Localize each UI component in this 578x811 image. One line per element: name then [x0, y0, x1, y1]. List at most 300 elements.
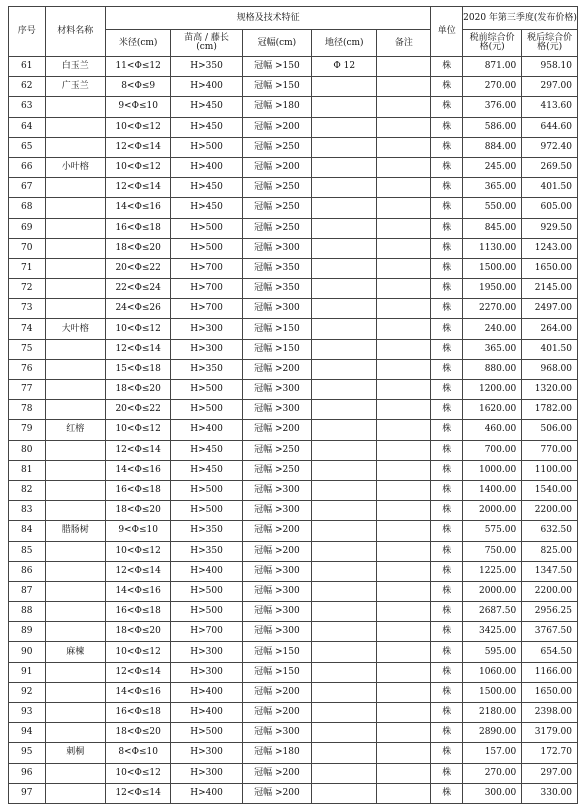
cell-aftertax-price: 1782.00	[522, 400, 578, 420]
cell-ground-diameter	[312, 682, 377, 702]
cell-unit: 株	[431, 521, 463, 541]
cell-seq: 72	[9, 279, 46, 299]
cell-seq: 94	[9, 723, 46, 743]
cell-remark	[377, 460, 431, 480]
header-rice-diameter: 米径(cm)	[105, 30, 170, 57]
cell-pretax-price: 2180.00	[463, 703, 522, 723]
cell-seq: 88	[9, 602, 46, 622]
cell-height: H>500	[171, 581, 242, 601]
cell-rice-diameter: 10<Φ≤12	[105, 541, 170, 561]
cell-remark	[377, 440, 431, 460]
cell-remark	[377, 299, 431, 319]
cell-material-name	[45, 581, 105, 601]
cell-ground-diameter	[312, 97, 377, 117]
cell-height: H>700	[171, 622, 242, 642]
cell-material-name: 刺桐	[45, 743, 105, 763]
cell-rice-diameter: 12<Φ≤14	[105, 440, 170, 460]
cell-material-name	[45, 501, 105, 521]
cell-remark	[377, 400, 431, 420]
cell-aftertax-price: 2398.00	[522, 703, 578, 723]
cell-material-name: 广玉兰	[45, 77, 105, 97]
cell-crown: 冠幅 >150	[242, 77, 311, 97]
cell-rice-diameter: 18<Φ≤20	[105, 723, 170, 743]
table-row	[9, 521, 578, 541]
cell-remark	[377, 743, 431, 763]
table-row	[9, 622, 578, 642]
cell-height: H>400	[171, 77, 242, 97]
cell-aftertax-price: 297.00	[522, 763, 578, 783]
cell-remark	[377, 117, 431, 137]
table-row	[9, 480, 578, 500]
cell-ground-diameter	[312, 501, 377, 521]
cell-material-name	[45, 440, 105, 460]
table-row	[9, 137, 578, 157]
cell-height: H>500	[171, 501, 242, 521]
cell-ground-diameter	[312, 561, 377, 581]
cell-crown: 冠幅 >350	[242, 279, 311, 299]
cell-aftertax-price: 401.50	[522, 178, 578, 198]
cell-height: H>400	[171, 682, 242, 702]
cell-seq: 71	[9, 258, 46, 278]
cell-ground-diameter	[312, 581, 377, 601]
cell-material-name	[45, 723, 105, 743]
table-row	[9, 97, 578, 117]
cell-remark	[377, 57, 431, 77]
table-row	[9, 218, 578, 238]
cell-remark	[377, 521, 431, 541]
cell-material-name: 白玉兰	[45, 57, 105, 77]
cell-crown: 冠幅 >300	[242, 622, 311, 642]
cell-unit: 株	[431, 137, 463, 157]
cell-seq: 63	[9, 97, 46, 117]
cell-pretax-price: 460.00	[463, 420, 522, 440]
table-row	[9, 662, 578, 682]
cell-pretax-price: 871.00	[463, 57, 522, 77]
cell-pretax-price: 376.00	[463, 97, 522, 117]
cell-material-name: 红榕	[45, 420, 105, 440]
cell-rice-diameter: 12<Φ≤14	[105, 137, 170, 157]
cell-remark	[377, 662, 431, 682]
header-spec-group: 规格及技术特征	[105, 7, 431, 30]
cell-pretax-price: 2890.00	[463, 723, 522, 743]
cell-aftertax-price: 1650.00	[522, 258, 578, 278]
cell-height: H>500	[171, 218, 242, 238]
cell-remark	[377, 238, 431, 258]
cell-height: H>450	[171, 178, 242, 198]
cell-seq: 66	[9, 157, 46, 177]
cell-seq: 83	[9, 501, 46, 521]
cell-rice-diameter: 14<Φ≤16	[105, 581, 170, 601]
cell-material-name	[45, 763, 105, 783]
cell-seq: 77	[9, 380, 46, 400]
cell-height: H>400	[171, 157, 242, 177]
cell-crown: 冠幅 >300	[242, 723, 311, 743]
cell-height: H>450	[171, 97, 242, 117]
cell-unit: 株	[431, 57, 463, 77]
cell-height: H>350	[171, 521, 242, 541]
cell-seq: 67	[9, 178, 46, 198]
cell-unit: 株	[431, 77, 463, 97]
cell-material-name	[45, 218, 105, 238]
cell-aftertax-price: 929.50	[522, 218, 578, 238]
cell-unit: 株	[431, 581, 463, 601]
cell-remark	[377, 77, 431, 97]
cell-remark	[377, 97, 431, 117]
cell-crown: 冠幅 >150	[242, 319, 311, 339]
cell-rice-diameter: 20<Φ≤22	[105, 258, 170, 278]
header-pretax-unit: 格(元)	[479, 42, 505, 52]
cell-remark	[377, 642, 431, 662]
header-crown: 冠幅(cm)	[242, 30, 311, 57]
cell-rice-diameter: 10<Φ≤12	[105, 117, 170, 137]
cell-seq: 65	[9, 137, 46, 157]
cell-material-name	[45, 662, 105, 682]
header-remark: 备注	[377, 30, 431, 57]
cell-remark	[377, 178, 431, 198]
cell-material-name	[45, 622, 105, 642]
cell-crown: 冠幅 >250	[242, 218, 311, 238]
cell-height: H>300	[171, 319, 242, 339]
cell-crown: 冠幅 >150	[242, 662, 311, 682]
cell-pretax-price: 1130.00	[463, 238, 522, 258]
header-ground-diameter: 地径(cm)	[312, 30, 377, 57]
cell-rice-diameter: 12<Φ≤14	[105, 561, 170, 581]
header-aftertax-unit: 格(元)	[537, 42, 563, 52]
cell-rice-diameter: 20<Φ≤22	[105, 400, 170, 420]
cell-unit: 株	[431, 359, 463, 379]
cell-unit: 株	[431, 723, 463, 743]
cell-rice-diameter: 12<Φ≤14	[105, 339, 170, 359]
cell-height: H>300	[171, 662, 242, 682]
cell-pretax-price: 700.00	[463, 440, 522, 460]
cell-pretax-price: 1060.00	[463, 662, 522, 682]
cell-seq: 82	[9, 480, 46, 500]
cell-ground-diameter	[312, 178, 377, 198]
cell-rice-diameter: 16<Φ≤18	[105, 480, 170, 500]
cell-unit: 株	[431, 238, 463, 258]
cell-ground-diameter	[312, 521, 377, 541]
cell-rice-diameter: 16<Φ≤18	[105, 602, 170, 622]
cell-unit: 株	[431, 763, 463, 783]
cell-unit: 株	[431, 501, 463, 521]
cell-unit: 株	[431, 703, 463, 723]
table-row	[9, 178, 578, 198]
cell-unit: 株	[431, 400, 463, 420]
cell-rice-diameter: 10<Φ≤12	[105, 763, 170, 783]
cell-remark	[377, 501, 431, 521]
cell-seq: 84	[9, 521, 46, 541]
cell-crown: 冠幅 >200	[242, 783, 311, 803]
cell-unit: 株	[431, 460, 463, 480]
cell-seq: 81	[9, 460, 46, 480]
cell-ground-diameter	[312, 460, 377, 480]
cell-ground-diameter	[312, 703, 377, 723]
cell-ground-diameter	[312, 238, 377, 258]
cell-ground-diameter	[312, 743, 377, 763]
cell-pretax-price: 1950.00	[463, 279, 522, 299]
cell-pretax-price: 1620.00	[463, 400, 522, 420]
cell-height: H>400	[171, 561, 242, 581]
cell-rice-diameter: 9<Φ≤10	[105, 97, 170, 117]
header-height	[171, 30, 242, 57]
cell-aftertax-price: 264.00	[522, 319, 578, 339]
table-row	[9, 763, 578, 783]
cell-height: H>300	[171, 339, 242, 359]
cell-ground-diameter	[312, 359, 377, 379]
cell-material-name	[45, 703, 105, 723]
cell-remark	[377, 218, 431, 238]
cell-unit: 株	[431, 380, 463, 400]
cell-seq: 70	[9, 238, 46, 258]
cell-rice-diameter: 18<Φ≤20	[105, 501, 170, 521]
cell-crown: 冠幅 >180	[242, 97, 311, 117]
cell-remark	[377, 581, 431, 601]
cell-seq: 75	[9, 339, 46, 359]
table-row	[9, 642, 578, 662]
cell-ground-diameter	[312, 480, 377, 500]
header-pretax-label: 税前综合价	[469, 33, 515, 43]
cell-aftertax-price: 1100.00	[522, 460, 578, 480]
table-row	[9, 380, 578, 400]
cell-pretax-price: 1000.00	[463, 460, 522, 480]
cell-crown: 冠幅 >200	[242, 117, 311, 137]
cell-rice-diameter: 15<Φ≤18	[105, 359, 170, 379]
cell-crown: 冠幅 >250	[242, 460, 311, 480]
cell-pretax-price: 270.00	[463, 77, 522, 97]
cell-height: H>450	[171, 460, 242, 480]
header-seq: 序号	[9, 7, 46, 57]
cell-ground-diameter	[312, 218, 377, 238]
table-row	[9, 157, 578, 177]
cell-remark	[377, 723, 431, 743]
cell-unit: 株	[431, 178, 463, 198]
cell-unit: 株	[431, 561, 463, 581]
cell-remark	[377, 602, 431, 622]
cell-remark	[377, 622, 431, 642]
table-row	[9, 743, 578, 763]
cell-ground-diameter	[312, 541, 377, 561]
cell-crown: 冠幅 >150	[242, 339, 311, 359]
cell-aftertax-price: 3179.00	[522, 723, 578, 743]
cell-ground-diameter	[312, 339, 377, 359]
cell-unit: 株	[431, 279, 463, 299]
cell-height: H>400	[171, 420, 242, 440]
table-row	[9, 581, 578, 601]
cell-crown: 冠幅 >300	[242, 501, 311, 521]
cell-ground-diameter	[312, 662, 377, 682]
cell-seq: 64	[9, 117, 46, 137]
table-row	[9, 299, 578, 319]
cell-pretax-price: 1500.00	[463, 682, 522, 702]
cell-crown: 冠幅 >200	[242, 682, 311, 702]
cell-ground-diameter	[312, 440, 377, 460]
cell-pretax-price: 240.00	[463, 319, 522, 339]
cell-pretax-price: 1400.00	[463, 480, 522, 500]
header-height-label: 苗高 / 藤长	[184, 33, 229, 43]
cell-material-name	[45, 178, 105, 198]
cell-height: H>300	[171, 642, 242, 662]
cell-aftertax-price: 172.70	[522, 743, 578, 763]
cell-material-name	[45, 137, 105, 157]
cell-ground-diameter	[312, 198, 377, 218]
cell-height: H>500	[171, 137, 242, 157]
cell-pretax-price: 2000.00	[463, 581, 522, 601]
cell-height: H>450	[171, 440, 242, 460]
cell-pretax-price: 245.00	[463, 157, 522, 177]
cell-rice-diameter: 22<Φ≤24	[105, 279, 170, 299]
cell-remark	[377, 783, 431, 803]
cell-remark	[377, 339, 431, 359]
cell-material-name	[45, 258, 105, 278]
cell-ground-diameter	[312, 783, 377, 803]
table-row	[9, 703, 578, 723]
header-height-unit: (cm)	[196, 42, 217, 52]
cell-crown: 冠幅 >300	[242, 299, 311, 319]
cell-crown: 冠幅 >300	[242, 238, 311, 258]
cell-height: H>500	[171, 602, 242, 622]
cell-crown: 冠幅 >200	[242, 703, 311, 723]
cell-seq: 92	[9, 682, 46, 702]
cell-material-name	[45, 238, 105, 258]
table-row	[9, 723, 578, 743]
cell-rice-diameter: 24<Φ≤26	[105, 299, 170, 319]
cell-material-name	[45, 339, 105, 359]
cell-remark	[377, 763, 431, 783]
cell-material-name	[45, 561, 105, 581]
cell-height: H>500	[171, 238, 242, 258]
cell-aftertax-price: 2200.00	[522, 581, 578, 601]
table-row	[9, 783, 578, 803]
cell-aftertax-price: 1243.00	[522, 238, 578, 258]
cell-material-name	[45, 198, 105, 218]
cell-seq: 97	[9, 783, 46, 803]
header-unit: 单位	[431, 7, 463, 57]
cell-seq: 68	[9, 198, 46, 218]
cell-aftertax-price: 632.50	[522, 521, 578, 541]
cell-ground-diameter	[312, 602, 377, 622]
cell-remark	[377, 420, 431, 440]
cell-ground-diameter	[312, 642, 377, 662]
cell-seq: 73	[9, 299, 46, 319]
cell-rice-diameter: 10<Φ≤12	[105, 157, 170, 177]
header-aftertax-price	[522, 30, 578, 57]
table-row	[9, 57, 578, 77]
cell-crown: 冠幅 >250	[242, 137, 311, 157]
cell-rice-diameter: 14<Φ≤16	[105, 682, 170, 702]
cell-height: H>500	[171, 400, 242, 420]
table-row	[9, 258, 578, 278]
cell-unit: 株	[431, 420, 463, 440]
cell-aftertax-price: 2956.25	[522, 602, 578, 622]
cell-seq: 80	[9, 440, 46, 460]
cell-remark	[377, 359, 431, 379]
cell-aftertax-price: 972.40	[522, 137, 578, 157]
cell-rice-diameter: 18<Φ≤20	[105, 380, 170, 400]
cell-height: H>500	[171, 480, 242, 500]
table-row	[9, 682, 578, 702]
cell-remark	[377, 561, 431, 581]
cell-ground-diameter	[312, 723, 377, 743]
cell-remark	[377, 703, 431, 723]
cell-material-name	[45, 541, 105, 561]
cell-aftertax-price: 269.50	[522, 157, 578, 177]
cell-unit: 株	[431, 198, 463, 218]
cell-height: H>700	[171, 299, 242, 319]
cell-crown: 冠幅 >300	[242, 581, 311, 601]
cell-rice-diameter: 14<Φ≤16	[105, 460, 170, 480]
cell-pretax-price: 884.00	[463, 137, 522, 157]
cell-ground-diameter	[312, 319, 377, 339]
table-row	[9, 319, 578, 339]
cell-crown: 冠幅 >200	[242, 763, 311, 783]
cell-crown: 冠幅 >300	[242, 561, 311, 581]
cell-crown: 冠幅 >250	[242, 178, 311, 198]
cell-aftertax-price: 605.00	[522, 198, 578, 218]
cell-aftertax-price: 1540.00	[522, 480, 578, 500]
cell-rice-diameter: 12<Φ≤14	[105, 783, 170, 803]
cell-rice-diameter: 8<Φ≤9	[105, 77, 170, 97]
cell-crown: 冠幅 >300	[242, 602, 311, 622]
table-row	[9, 400, 578, 420]
cell-ground-diameter	[312, 137, 377, 157]
cell-ground-diameter	[312, 279, 377, 299]
table-row	[9, 541, 578, 561]
price-table	[8, 6, 578, 804]
cell-unit: 株	[431, 339, 463, 359]
cell-crown: 冠幅 >150	[242, 642, 311, 662]
cell-seq: 79	[9, 420, 46, 440]
table-row	[9, 339, 578, 359]
cell-rice-diameter: 16<Φ≤18	[105, 218, 170, 238]
cell-height: H>350	[171, 541, 242, 561]
cell-height: H>500	[171, 380, 242, 400]
cell-unit: 株	[431, 662, 463, 682]
cell-unit: 株	[431, 642, 463, 662]
cell-ground-diameter	[312, 117, 377, 137]
cell-aftertax-price: 1320.00	[522, 380, 578, 400]
cell-crown: 冠幅 >300	[242, 480, 311, 500]
cell-pretax-price: 157.00	[463, 743, 522, 763]
cell-height: H>700	[171, 279, 242, 299]
cell-crown: 冠幅 >200	[242, 541, 311, 561]
table-row	[9, 561, 578, 581]
cell-ground-diameter	[312, 420, 377, 440]
cell-unit: 株	[431, 783, 463, 803]
cell-ground-diameter	[312, 77, 377, 97]
cell-seq: 74	[9, 319, 46, 339]
cell-crown: 冠幅 >350	[242, 258, 311, 278]
cell-pretax-price: 586.00	[463, 117, 522, 137]
cell-seq: 86	[9, 561, 46, 581]
cell-material-name	[45, 460, 105, 480]
cell-material-name: 腊肠树	[45, 521, 105, 541]
cell-pretax-price: 2270.00	[463, 299, 522, 319]
cell-crown: 冠幅 >150	[242, 57, 311, 77]
cell-material-name	[45, 279, 105, 299]
cell-unit: 株	[431, 440, 463, 460]
header-price-group: 2020 年第三季度(发布价格)	[463, 7, 578, 30]
cell-remark	[377, 541, 431, 561]
cell-pretax-price: 1500.00	[463, 258, 522, 278]
table-row	[9, 198, 578, 218]
cell-height: H>400	[171, 783, 242, 803]
table-row	[9, 440, 578, 460]
table-row	[9, 460, 578, 480]
cell-crown: 冠幅 >200	[242, 359, 311, 379]
cell-crown: 冠幅 >300	[242, 400, 311, 420]
cell-rice-diameter: 14<Φ≤16	[105, 198, 170, 218]
cell-material-name: 麻楝	[45, 642, 105, 662]
